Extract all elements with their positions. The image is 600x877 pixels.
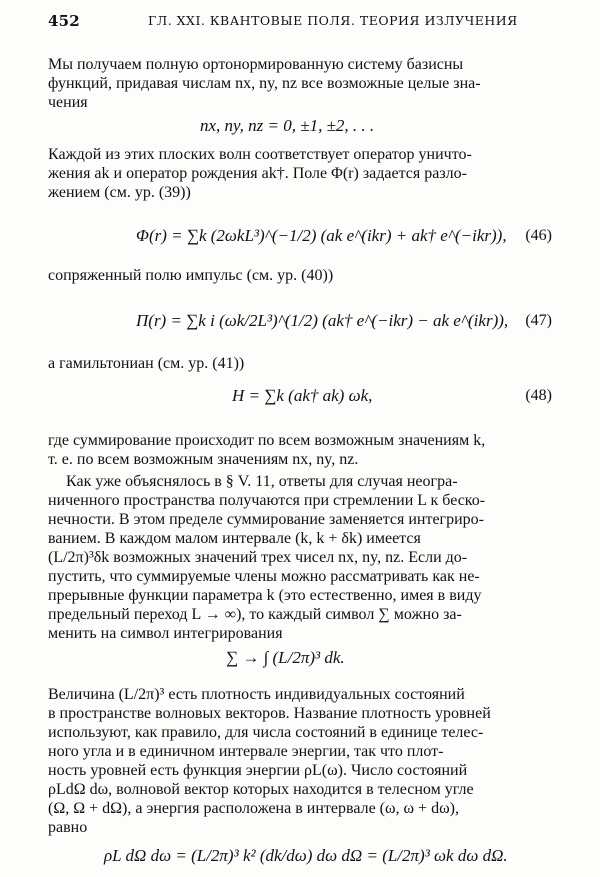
text-line: ниченного пространства получаются при стремлении L к беско- — [48, 492, 486, 509]
text-line: жения ak и оператор рождения ak†. Поле Φ(r) задается разло- — [48, 165, 467, 182]
text-line: Каждой из этих плоских волн соответствует оператор уничто- — [48, 146, 472, 163]
text-line: (Ω, Ω + dΩ), а энергия расположена в интервале (ω, ω + dω), — [48, 800, 459, 817]
text-line: Величина (L/2π)³ есть плотность индивидуальных состояний — [48, 686, 465, 703]
text-line: где суммирование происходит по всем возможным значениям k, — [48, 432, 486, 449]
text-line: равно — [48, 819, 88, 836]
equation-48: H = ∑k (ak† ak) ωk, — [232, 386, 373, 405]
text-line: ванием. В каждом малом интервале (k, k + δk) имеется — [48, 530, 421, 547]
text-line: чения — [48, 94, 88, 111]
equation-density: ρL dΩ dω = (L/2π)³ k² (dk/dω) dω dΩ = (L/2π)³ ωk dω dΩ. — [104, 846, 508, 865]
equation-values: nx, ny, nz = 0, ±1, ±2, . . . — [200, 116, 375, 135]
text-line: Мы получаем полную ортонормированную систему базисны — [48, 56, 464, 73]
text-line: т. е. по всем возможным значениям nx, ny, nz. — [48, 451, 359, 468]
text-line: жением (см. ур. (39)) — [48, 184, 191, 201]
text-line: в пространстве волновых векторов. Название плотность уровней — [48, 705, 491, 722]
text-line: предельный переход L → ∞), то каждый символ ∑ можно за- — [48, 606, 462, 623]
text-line: Как уже объяснялось в § V. 11, ответы для случая неогра- — [66, 473, 458, 490]
text-line: нечности. В этом пределе суммирование заменяется интегриро- — [48, 511, 485, 528]
text-line: а гамильтониан (см. ур. (41)) — [48, 355, 245, 372]
text-line: пустить, что суммируемые члены можно рассматривать как не- — [48, 568, 480, 585]
text-line: (L/2π)³δk возможных значений трех чисел nx, ny, nz. Если до- — [48, 549, 468, 566]
equation-47: Π(r) = ∑k i (ωk/2L³)^(1/2) (ak† e^(−ikr) − ak e^(ikr)), — [136, 311, 509, 330]
text-line: сопряженный полю импульс (см. ур. (40)) — [48, 267, 334, 284]
text-line: используют, как правило, для числа состояний в единице телес- — [48, 724, 484, 741]
equation-number: (48) — [525, 387, 552, 404]
equation-sum-to-integral: ∑ → ∫ (L/2π)³ dk. — [226, 648, 345, 667]
equation-number: (46) — [525, 227, 552, 244]
equation-46: Φ(r) = ∑k (2ωkL³)^(−1/2) (ak e^(ikr) + ak† e^(−ikr)), — [136, 226, 507, 245]
text-line: ρLdΩ dω, волновой вектор которых находится в телесном угле — [48, 781, 474, 798]
running-head — [48, 10, 558, 34]
chapter-title: ГЛ. XXI. КВАНТОВЫЕ ПОЛЯ. ТЕОРИЯ ИЗЛУЧЕНИЯ — [148, 13, 518, 28]
text-line: менить на символ интегрирования — [48, 625, 283, 642]
page-number: 452 — [48, 12, 80, 30]
equation-number: (47) — [525, 312, 552, 329]
text-line: функций, придавая числам nx, ny, nz все возможные целые зна- — [48, 75, 481, 92]
text-line: ность уровней есть функция энергии ρL(ω). Число состояний — [48, 762, 468, 779]
text-line: прерывные функции параметра k (это естественно, имея в виду — [48, 587, 482, 604]
text-line: ного угла и в единичном интервале энергии, так что плот- — [48, 743, 444, 760]
